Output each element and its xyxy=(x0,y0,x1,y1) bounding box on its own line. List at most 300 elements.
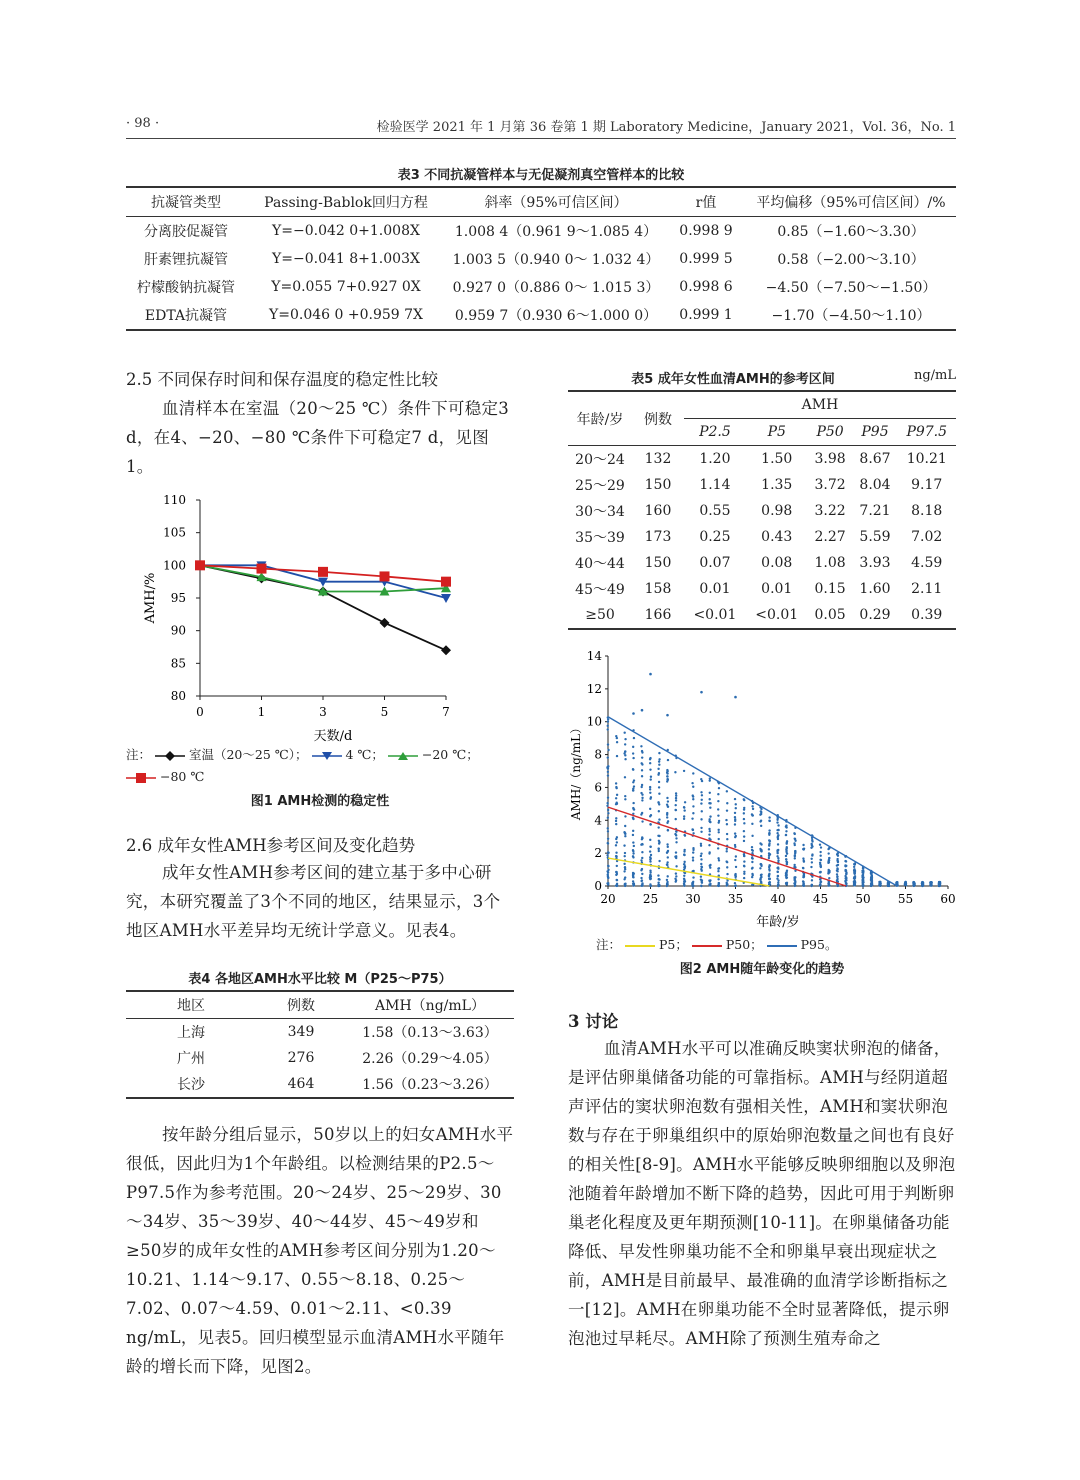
scatter-point xyxy=(607,865,609,867)
table4-cell: 464 xyxy=(287,1076,315,1092)
scatter-point xyxy=(701,810,703,812)
scatter-point xyxy=(640,813,642,815)
scatter-point xyxy=(827,869,829,871)
scatter-point xyxy=(751,813,753,815)
scatter-point xyxy=(641,709,644,712)
scatter-point xyxy=(616,794,618,796)
scatter-point xyxy=(649,839,651,841)
scatter-point xyxy=(836,870,838,872)
scatter-point xyxy=(853,880,855,882)
table5-cell: 158 xyxy=(644,581,672,597)
scatter-point xyxy=(837,854,839,856)
x-tick-label: 25 xyxy=(642,892,659,906)
scatter-point xyxy=(683,806,685,808)
y-tick-label: 14 xyxy=(586,649,602,663)
scatter-point xyxy=(768,844,770,846)
legend-marker-p95 xyxy=(767,942,797,950)
scatter-point xyxy=(683,849,685,851)
scatter-point xyxy=(776,829,778,831)
scatter-point xyxy=(632,746,634,748)
scatter-point xyxy=(828,861,830,863)
figure2-caption: 图2 AMH随年龄变化的趋势 xyxy=(679,962,845,977)
table3-cell: 0.85（−1.60～3.30） xyxy=(777,224,925,240)
table5-header-row-1 xyxy=(568,391,956,419)
scatter-point xyxy=(786,883,788,885)
scatter-point xyxy=(709,807,711,809)
scatter-point xyxy=(641,820,643,822)
scatter-point xyxy=(810,843,812,845)
scatter-point xyxy=(717,857,719,859)
table3-cell: Y=−0.041 8+1.003X xyxy=(272,251,420,267)
table4-row xyxy=(126,1045,514,1071)
table3-header-cell: r值 xyxy=(695,195,717,211)
scatter-point xyxy=(820,846,822,848)
table3-cell: 0.999 1 xyxy=(679,307,733,323)
table3-cell: 0.58（−2.00～3.10） xyxy=(777,252,925,268)
scatter-point xyxy=(624,815,626,817)
table4-cell: 1.56（0.23～3.26） xyxy=(362,1077,498,1093)
scatter-point xyxy=(785,830,787,832)
scatter-point xyxy=(615,852,617,854)
scatter-point xyxy=(861,870,863,872)
scatter-point xyxy=(717,808,719,810)
table3-cell: Y=0.046 0 +0.959 7X xyxy=(269,307,423,323)
table5-row xyxy=(568,446,956,473)
table3-cell: 柠檬酸钠抗凝管 xyxy=(137,280,235,296)
scatter-point xyxy=(708,802,710,804)
scatter-point xyxy=(836,867,838,869)
scatter-point xyxy=(658,850,660,852)
scatter-point xyxy=(632,872,634,874)
scatter-point xyxy=(768,857,770,859)
scatter-point xyxy=(810,858,812,860)
scatter-point xyxy=(667,805,669,807)
data-point xyxy=(380,571,390,581)
scatter-point xyxy=(675,799,677,801)
scatter-point xyxy=(607,877,609,879)
table4-header-cell: 例数 xyxy=(287,998,315,1014)
scatter-point xyxy=(760,825,762,827)
table5-row xyxy=(568,524,956,550)
table4-caption: 表4 各地区AMH水平比较 M（P25～P75） xyxy=(188,972,452,987)
scatter-point xyxy=(633,845,635,847)
scatter-point xyxy=(641,836,643,838)
scatter-point xyxy=(709,883,711,885)
x-tick-label: 0 xyxy=(196,705,204,719)
scatter-point xyxy=(607,842,609,844)
x-tick-label: 30 xyxy=(685,892,701,906)
scatter-point xyxy=(700,863,702,865)
scatter-point xyxy=(827,882,829,884)
scatter-point xyxy=(726,838,728,840)
scatter-point xyxy=(607,809,609,811)
scatter-point xyxy=(700,885,702,887)
scatter-point xyxy=(666,814,668,816)
scatter-point xyxy=(607,817,609,819)
scatter-point xyxy=(691,883,693,885)
scatter-point xyxy=(759,842,761,844)
table3-row xyxy=(126,245,956,273)
scatter-point xyxy=(667,779,669,781)
scatter-point xyxy=(675,875,677,877)
scatter-point xyxy=(674,833,676,835)
table3-row xyxy=(126,301,956,330)
scatter-point xyxy=(607,765,609,767)
table5-cell: 173 xyxy=(644,529,672,545)
table5-cell: 8.04 xyxy=(859,477,891,493)
scatter-point xyxy=(776,855,778,857)
table5-cell: 35～39 xyxy=(575,530,625,546)
scatter-point xyxy=(794,855,796,857)
scatter-point xyxy=(606,870,608,872)
scatter-point xyxy=(615,820,617,822)
scatter-point xyxy=(633,737,635,739)
scatter-point xyxy=(743,798,745,800)
scatter-point xyxy=(650,878,652,880)
scatter-point xyxy=(675,818,677,820)
scatter-point xyxy=(623,844,625,846)
scatter-point xyxy=(743,871,745,873)
legend-note-prefix: 注： xyxy=(596,937,622,952)
scatter-point xyxy=(607,796,609,798)
scatter-point xyxy=(794,837,796,839)
y-axis-label: AMH/（ng/mL） xyxy=(569,721,583,821)
section-2-6-paragraph: 成年女性AMH参考区间的建立基于多中心研究，本研究覆盖了3个不同的地区，结果显示，3个地区AMH水平差异均无统计学意义。见表4。 xyxy=(126,863,501,940)
table5-cell: 0.07 xyxy=(699,555,731,571)
table5-percentile-header: P5 xyxy=(767,424,786,440)
legend-marker-minus20 xyxy=(388,751,418,761)
scatter-point xyxy=(607,830,609,832)
scatter-point xyxy=(675,865,677,867)
scatter-point xyxy=(708,852,710,854)
page-number: · 98 · xyxy=(126,116,160,131)
scatter-point xyxy=(658,810,660,812)
scatter-point xyxy=(743,877,745,879)
scatter-point xyxy=(709,880,711,882)
data-point xyxy=(318,567,328,577)
scatter-point xyxy=(718,859,720,861)
scatter-point xyxy=(700,778,702,780)
scatter-point xyxy=(700,843,702,845)
scatter-point xyxy=(658,764,660,766)
scatter-point xyxy=(623,870,625,872)
scatter-point xyxy=(667,829,669,831)
scatter-point xyxy=(641,797,643,799)
scatter-point xyxy=(624,738,626,740)
scatter-point xyxy=(666,822,668,824)
table5-cell: 0.01 xyxy=(761,581,793,597)
scatter-point xyxy=(751,876,753,878)
scatter-point xyxy=(726,802,728,804)
table5-cell: 8.67 xyxy=(859,451,891,467)
scatter-point xyxy=(616,755,618,757)
scatter-point xyxy=(692,876,694,878)
scatter-point xyxy=(751,857,753,859)
scatter-point xyxy=(718,787,720,789)
table3-cell: 0.998 6 xyxy=(679,279,733,295)
scatter-point xyxy=(718,821,720,823)
scatter-point xyxy=(700,831,702,833)
scatter-point xyxy=(759,878,761,880)
scatter-point xyxy=(641,763,643,765)
table4-cell: 长沙 xyxy=(177,1077,205,1093)
scatter-point xyxy=(930,881,932,883)
legend-label-p5: P5； xyxy=(658,937,688,952)
y-tick-label: 4 xyxy=(594,813,602,828)
scatter-point xyxy=(692,798,694,800)
scatter-point xyxy=(734,820,736,822)
scatter-point xyxy=(666,843,668,845)
scatter-point xyxy=(862,885,864,887)
scatter-point xyxy=(759,820,761,822)
table3-cell: 0.998 9 xyxy=(679,223,733,239)
scatter-point xyxy=(700,858,702,860)
header-rule xyxy=(126,138,956,139)
scatter-point xyxy=(794,879,796,881)
y-tick-label: 90 xyxy=(170,623,186,638)
figure1-chart xyxy=(126,486,526,748)
table4-cell: 349 xyxy=(287,1024,315,1040)
legend-label-minus80: −80 ℃ xyxy=(159,769,205,784)
scatter-point xyxy=(743,835,745,837)
scatter-point xyxy=(684,834,686,836)
table5-cell: 0.25 xyxy=(699,529,731,545)
scatter-point xyxy=(640,877,642,879)
table3-caption: 表3 不同抗凝管样本与无促凝剂真空管样本的比较 xyxy=(397,168,685,183)
scatter-point xyxy=(768,873,770,875)
scatter-point xyxy=(751,835,753,837)
scatter-point xyxy=(735,855,737,857)
scatter-point xyxy=(700,878,702,880)
table5-cell: 0.29 xyxy=(859,607,891,623)
legend-marker-p50 xyxy=(692,942,722,950)
table3-cell: 1.008 4（0.961 9～1.085 4） xyxy=(454,224,658,240)
scatter-point xyxy=(819,851,821,853)
y-tick-label: 100 xyxy=(163,558,186,573)
scatter-point xyxy=(657,881,659,883)
legend-marker-room-temp xyxy=(155,751,185,761)
scatter-point xyxy=(811,861,813,863)
scatter-point xyxy=(667,846,669,848)
scatter-point xyxy=(734,812,736,814)
scatter-point xyxy=(649,673,652,676)
scatter-point xyxy=(683,883,685,885)
scatter-point xyxy=(751,884,753,886)
scatter-point xyxy=(657,874,659,876)
table5-row xyxy=(568,498,956,524)
x-tick-label: 20 xyxy=(600,892,616,906)
table4-cell: 广州 xyxy=(177,1051,205,1067)
scatter-point xyxy=(675,841,677,843)
scatter-point xyxy=(819,878,821,880)
scatter-point xyxy=(624,876,626,878)
scatter-point xyxy=(726,873,728,875)
scatter-point xyxy=(649,808,651,810)
scatter-point xyxy=(701,870,703,872)
scatter-point xyxy=(616,879,618,881)
scatter-point xyxy=(845,870,847,872)
scatter-point xyxy=(607,827,609,829)
scatter-point xyxy=(649,850,651,852)
scatter-point xyxy=(616,841,618,843)
legend-label-p50: P50； xyxy=(725,937,763,952)
scatter-point xyxy=(675,809,677,811)
scatter-point xyxy=(776,821,778,823)
scatter-point xyxy=(641,851,643,853)
scatter-point xyxy=(709,867,711,869)
scatter-point xyxy=(752,808,754,810)
scatter-point xyxy=(649,792,651,794)
scatter-point xyxy=(776,867,778,869)
scatter-point xyxy=(777,884,779,886)
scatter-point xyxy=(633,884,635,886)
scatter-point xyxy=(803,847,805,849)
scatter-point xyxy=(717,814,719,816)
scatter-point xyxy=(734,836,736,838)
x-tick-label: 55 xyxy=(897,892,914,906)
table4-cell: 上海 xyxy=(177,1025,205,1041)
scatter-point xyxy=(692,829,694,831)
scatter-point xyxy=(828,877,830,879)
scatter-point xyxy=(624,866,626,868)
table5-cell: 0.43 xyxy=(761,529,793,545)
scatter-point xyxy=(837,864,839,866)
scatter-point xyxy=(606,854,608,856)
scatter-point xyxy=(819,855,821,857)
figure1-caption: 图1 AMH检测的稳定性 xyxy=(250,794,390,809)
table5-percentile-header: P95 xyxy=(861,424,889,440)
scatter-point xyxy=(760,881,762,883)
scatter-point xyxy=(632,880,634,882)
legend-label-minus20: −20 ℃； xyxy=(421,747,479,762)
x-tick-label: 5 xyxy=(380,705,389,719)
scatter-point xyxy=(751,867,753,869)
scatter-point xyxy=(794,857,796,859)
y-tick-label: 110 xyxy=(163,493,186,507)
table5-percentile-header: P97.5 xyxy=(906,424,948,440)
scatter-point xyxy=(700,691,703,694)
scatter-point xyxy=(751,823,753,825)
scatter-point xyxy=(700,791,702,793)
scatter-point xyxy=(649,762,651,764)
table5-cell: 2.11 xyxy=(911,581,943,597)
table4-cell: 1.58（0.13～3.63） xyxy=(362,1025,498,1041)
scatter-point xyxy=(794,833,796,835)
scatter-point xyxy=(786,847,788,849)
scatter-point xyxy=(675,797,677,799)
scatter-point xyxy=(708,828,710,830)
scatter-point xyxy=(785,872,787,874)
legend-label-4c: 4 ℃； xyxy=(345,747,384,762)
scatter-point xyxy=(811,884,813,886)
y-tick-label: 12 xyxy=(586,681,602,696)
scatter-point xyxy=(674,804,676,806)
scatter-point xyxy=(718,838,720,840)
table5 xyxy=(568,390,956,630)
scatter-point xyxy=(616,871,618,873)
scatter-point xyxy=(615,874,617,876)
scatter-point xyxy=(666,864,668,866)
scatter-point xyxy=(725,819,727,821)
scatter-point xyxy=(760,874,762,876)
scatter-point xyxy=(667,759,669,761)
percentile-line xyxy=(608,717,897,886)
scatter-point xyxy=(649,788,651,790)
table5-caption: 表5 成年女性血清AMH的参考区间 xyxy=(631,372,835,387)
scatter-point xyxy=(734,696,737,699)
scatter-point xyxy=(607,720,609,722)
scatter-point xyxy=(743,812,745,814)
table5-cell: <0.01 xyxy=(755,607,799,623)
legend-marker-minus80 xyxy=(126,773,156,783)
scatter-point xyxy=(683,863,685,865)
scatter-point xyxy=(658,835,660,837)
scatter-point xyxy=(735,866,737,868)
scatter-point xyxy=(649,846,651,848)
table5-cell: 1.35 xyxy=(761,477,793,493)
scatter-point xyxy=(692,851,694,853)
table5-age-header: 年龄/岁 xyxy=(568,391,632,446)
table5-amh-header: AMH xyxy=(684,391,956,419)
table5-cell: 0.55 xyxy=(699,503,731,519)
scatter-point xyxy=(666,885,668,887)
scatter-point xyxy=(641,884,643,886)
scatter-point xyxy=(667,850,669,852)
scatter-point xyxy=(674,878,676,880)
scatter-point xyxy=(751,873,753,875)
data-point xyxy=(441,645,451,655)
scatter-point xyxy=(735,803,737,805)
scatter-point xyxy=(640,792,642,794)
data-point xyxy=(441,594,451,603)
scatter-point xyxy=(718,885,720,887)
scatter-point xyxy=(717,800,719,802)
scatter-point xyxy=(844,875,846,877)
scatter-point xyxy=(819,844,821,846)
scatter-point xyxy=(607,725,609,727)
scatter-point xyxy=(649,885,651,887)
scatter-point xyxy=(624,852,626,854)
scatter-point xyxy=(632,752,634,754)
scatter-point xyxy=(650,854,652,856)
table5-unit: ng/mL xyxy=(913,368,956,383)
scatter-point xyxy=(657,768,659,770)
scatter-point xyxy=(735,885,737,887)
scatter-point xyxy=(624,855,626,857)
scatter-point xyxy=(607,771,609,773)
scatter-point xyxy=(649,786,651,788)
scatter-point xyxy=(607,749,609,751)
table5-percentile-header: P50 xyxy=(816,424,844,440)
scatter-point xyxy=(709,815,711,817)
table3-row xyxy=(126,273,956,301)
scatter-point xyxy=(650,857,652,859)
table3-cell: Y=−0.042 0+1.008X xyxy=(272,223,420,239)
data-point xyxy=(380,618,390,628)
x-axis-label: 天数/d xyxy=(313,729,353,744)
scatter-point xyxy=(700,876,702,878)
scatter-point xyxy=(683,861,685,863)
section-3-title: 3 讨论 xyxy=(568,1012,619,1031)
scatter-point xyxy=(785,824,787,826)
scatter-point xyxy=(667,875,669,877)
scatter-point xyxy=(726,809,728,811)
scatter-point xyxy=(794,877,796,879)
scatter-point xyxy=(777,882,779,884)
scatter-point xyxy=(794,850,796,852)
scatter-point xyxy=(726,879,728,881)
table5-row xyxy=(568,576,956,602)
